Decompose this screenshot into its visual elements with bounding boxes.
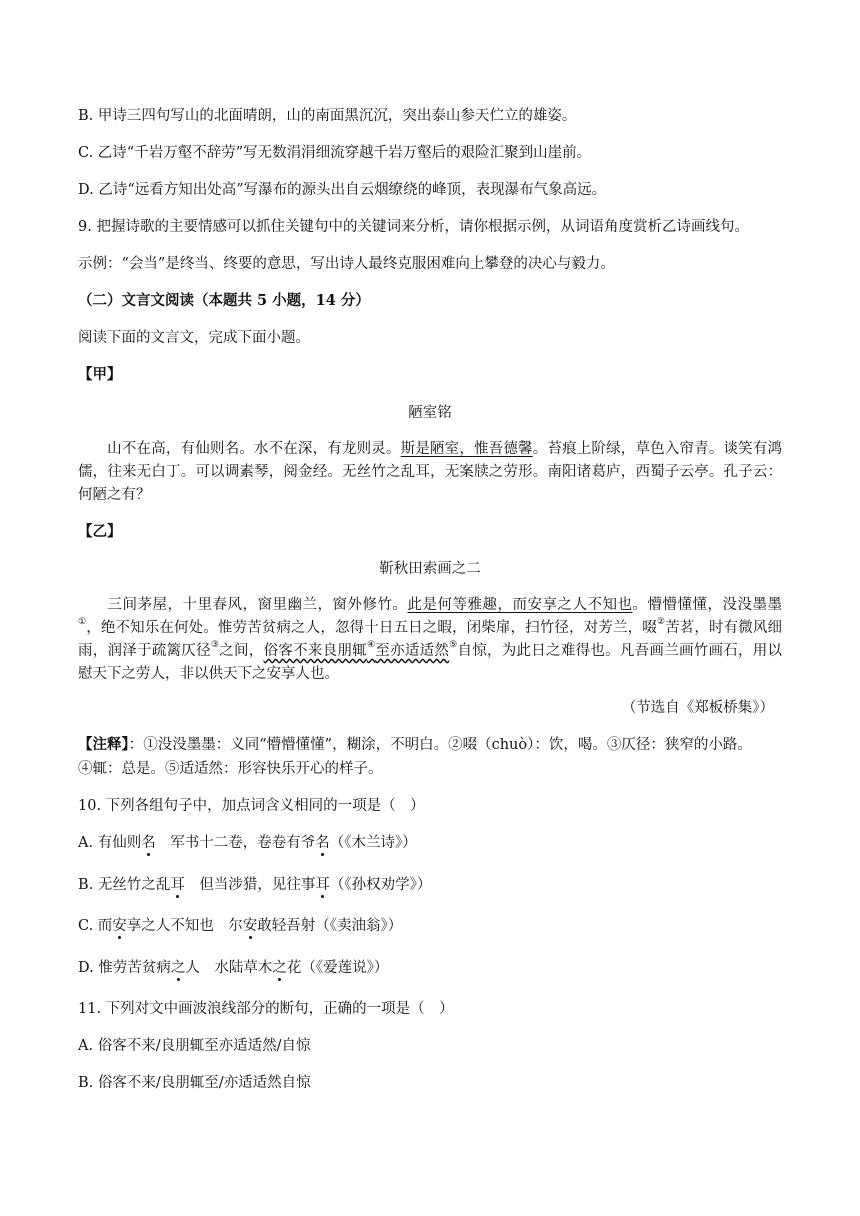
q11-stem: 11. 下列对文中画波浪线部分的断句，正确的一项是（ ） xyxy=(78,1001,454,1017)
passage-yi-text xyxy=(78,594,782,686)
q10-c-text-3: 敢轻吾射（《卖油翁》） xyxy=(257,918,403,934)
passage-jia-title: 陋室铭 xyxy=(408,405,452,421)
note-mark-3: ③ xyxy=(210,640,220,650)
q10-d-text-1: D. 惟劳苦贫病 xyxy=(78,960,171,976)
q8-option-b: B. 甲诗三四句写山的北面晴朗，山的南面黑沉沉，突出泰山参天伫立的雄姿。 xyxy=(78,108,577,124)
jia-text-a: 山不在高，有仙则名。水不在深，有龙则灵。 xyxy=(107,441,401,457)
note-mark-1: ① xyxy=(78,617,87,627)
q10-option-b xyxy=(78,875,431,895)
q10-c-dotted-word-1: 安 xyxy=(112,918,127,934)
q9-stem: 9. 把握诗歌的主要情感可以抓住关键句中的关键词来分析，请你根据示例，从词语角度赏析乙诗画线句。 xyxy=(78,219,749,235)
q11-option-a: A. 俗客不来/良朋辄至亦适适然/自惊 xyxy=(78,1038,311,1054)
q10-a-text-3: （《木兰诗》） xyxy=(329,835,417,851)
q10-d-dotted-word-2: 之 xyxy=(272,960,287,976)
yi-wavy-part-1: 俗客不来良朋辄 xyxy=(263,643,367,659)
passage-yi-title: 靳秋田索画之二 xyxy=(379,561,481,577)
passage-yi-source: （节选自《郑板桥集》） xyxy=(621,700,774,716)
yi-underlined-sentence: 此是何等雅趣，而安享之人不知也 xyxy=(407,597,633,613)
yi-text-f: 自惊，为此日之难得也。凡吾画兰画竹画石，用以慰天下之劳人，非以供天下之安享人也。 xyxy=(78,643,783,682)
passage-yi-tag: 【乙】 xyxy=(78,523,122,540)
yi-wavy-part-2: 至亦适适然 xyxy=(375,643,450,659)
q10-d-text-3: 花（《爱莲说》） xyxy=(286,960,389,976)
q10-a-text-2: 军书十二卷，卷卷有爷 xyxy=(155,835,316,851)
q8-option-d: D. 乙诗“远看方知出处高”写瀑布的源头出自云烟缭绕的峰顶，表现瀑布气象高远。 xyxy=(78,182,607,198)
yi-text-e: 之间， xyxy=(219,643,264,659)
q9-example: 示例：“会当”是终当、终要的意思，写出诗人最终克服困难向上攀登的决心与毅力。 xyxy=(78,256,615,272)
section-intro: 阅读下面的文言文，完成下面小题。 xyxy=(78,330,310,346)
passage-jia-tag: 【甲】 xyxy=(78,366,122,383)
section-heading: （二）文言文阅读（本题共 5 小题，14 分） xyxy=(78,292,370,309)
yi-text-b: 。懵懵懂懂，没没墨墨 xyxy=(632,597,782,613)
yi-text-c: ，绝不知乐在何处。惟劳苦贫病之人，忽得十日五日之暇，闭柴扉，扫竹径，对芳兰，啜 xyxy=(86,620,657,636)
q10-b-dotted-word-2: 耳 xyxy=(315,877,330,893)
q10-option-c xyxy=(78,916,402,936)
q8-option-c: C. 乙诗“千岩万壑不辞劳”写无数涓涓细流穿越千岩万壑后的艰险汇聚到山崖前。 xyxy=(78,145,592,161)
q10-a-dotted-word-1: 名 xyxy=(141,835,156,851)
yi-text-a: 三间茅屋，十里春风，窗里幽兰，窗外修竹。 xyxy=(107,597,408,613)
q10-c-dotted-word-2: 安 xyxy=(242,918,258,934)
passage-jia-text xyxy=(78,438,782,507)
notes-text-1: ：①没没墨墨：义同“懵懵懂懂”，糊涂，不明白。②啜（chuò）：饮，喝。③仄径：狭窄的小路。 xyxy=(128,737,752,753)
q10-c-text-1: C. 而 xyxy=(78,918,113,934)
q10-a-text-1: A. 有仙则 xyxy=(78,835,142,851)
q11-option-b: B. 俗客不来/良朋辄至/亦适适然自惊 xyxy=(78,1075,311,1091)
q10-b-text-2: 但当涉猎，见往事 xyxy=(184,877,316,893)
notes-line-2: ④辄：总是。⑤适适然：形容快乐开心的样子。 xyxy=(78,761,383,777)
note-mark-4: ④ xyxy=(366,640,376,650)
jia-underlined-sentence: 斯是陋室，惟吾德馨 xyxy=(400,441,533,457)
note-mark-5: ⑤ xyxy=(449,640,458,650)
q10-option-a xyxy=(78,833,417,853)
q10-stem: 10. 下列各组句子中，加点词含义相同的一项是（ ） xyxy=(78,798,425,814)
yi-wavy-sentence xyxy=(263,640,450,659)
q10-b-dotted-word-1: 耳 xyxy=(170,877,185,893)
q10-a-dotted-word-2: 名 xyxy=(315,835,330,851)
q10-d-dotted-word-1: 之 xyxy=(170,960,186,976)
note-mark-2: ② xyxy=(656,617,666,627)
jia-text-b: 。苔痕上阶绿，草色入帘青。谈笑有鸿儒，往来无白丁。可以调素琴，阅金经。无丝竹之乱耳，无案牍之劳形。南阳诸葛庐，西蜀子云亭。孔子云：何陋之有？ xyxy=(78,441,783,503)
q10-d-text-2: 人 水陆草木 xyxy=(185,960,273,976)
q10-b-text-3: （《孙权劝学》） xyxy=(329,877,432,893)
q10-c-text-2: 享之人不知也 尔 xyxy=(126,918,243,934)
notes-label: 【注释】 xyxy=(78,736,129,753)
yi-text-d: 苦茗，时有微风细雨，润泽于疏篱仄径 xyxy=(78,620,782,659)
notes-line-1 xyxy=(78,735,752,755)
q10-b-text-1: B. 无丝竹之乱 xyxy=(78,877,171,893)
q10-option-d xyxy=(78,958,388,978)
